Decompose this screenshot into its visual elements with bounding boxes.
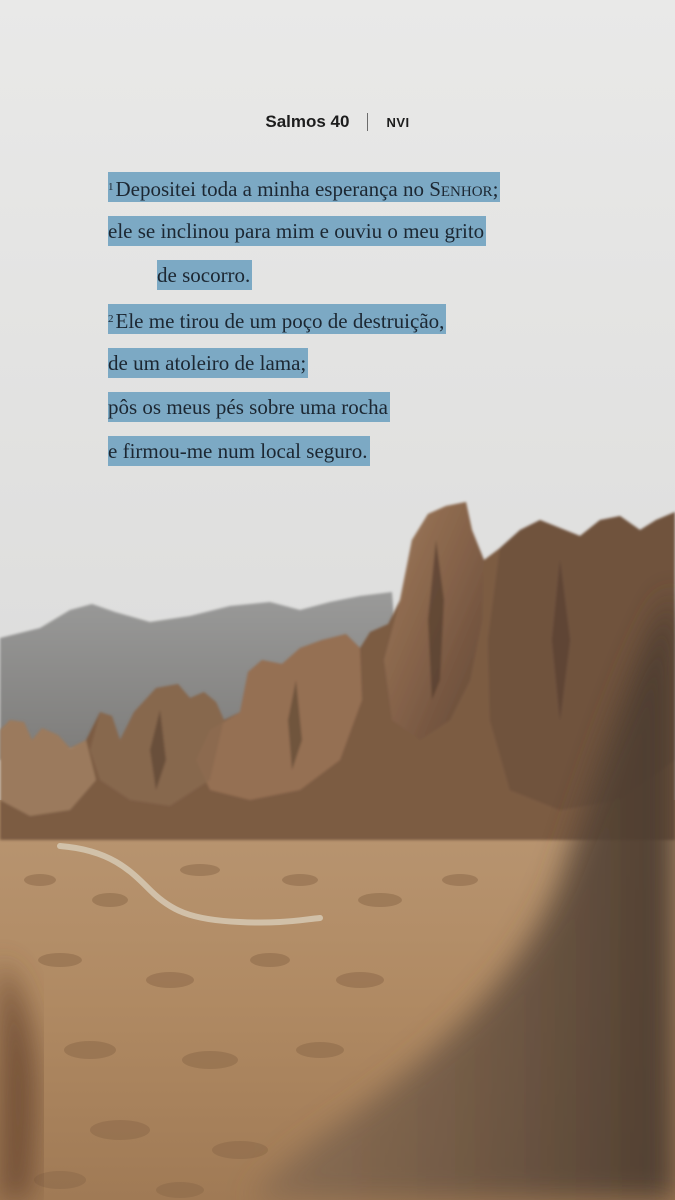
verse-line bbox=[108, 304, 500, 348]
highlighted-text: de um atoleiro de lama; bbox=[108, 348, 308, 378]
reference-divider bbox=[367, 113, 368, 131]
highlighted-text: e firmou-me num local seguro. bbox=[108, 436, 370, 466]
verse-number: 1 bbox=[108, 181, 114, 193]
scripture-reference bbox=[0, 112, 675, 132]
verse-line bbox=[108, 216, 500, 260]
highlighted-text: pôs os meus pés sobre uma rocha bbox=[108, 392, 390, 422]
verse-line bbox=[108, 348, 500, 392]
book-chapter: Salmos 40 bbox=[265, 112, 350, 131]
highlighted-text: de socorro. bbox=[157, 260, 252, 290]
verse-line bbox=[108, 436, 500, 480]
highlighted-verses bbox=[108, 172, 500, 480]
verse-line bbox=[108, 260, 500, 304]
highlighted-text: $^1$Depositei toda a minha esperança no Senhor; bbox=[108, 172, 500, 202]
verse-line bbox=[108, 392, 500, 436]
divine-name: Senhor bbox=[429, 177, 493, 201]
verse-line bbox=[108, 172, 500, 216]
highlighted-text: $^2$Ele me tirou de um poço de destruição, bbox=[108, 304, 446, 334]
bible-version: NVI bbox=[386, 114, 410, 130]
highlighted-text: ele se inclinou para mim e ouviu o meu grito bbox=[108, 216, 486, 246]
verse-number: 2 bbox=[108, 313, 114, 325]
